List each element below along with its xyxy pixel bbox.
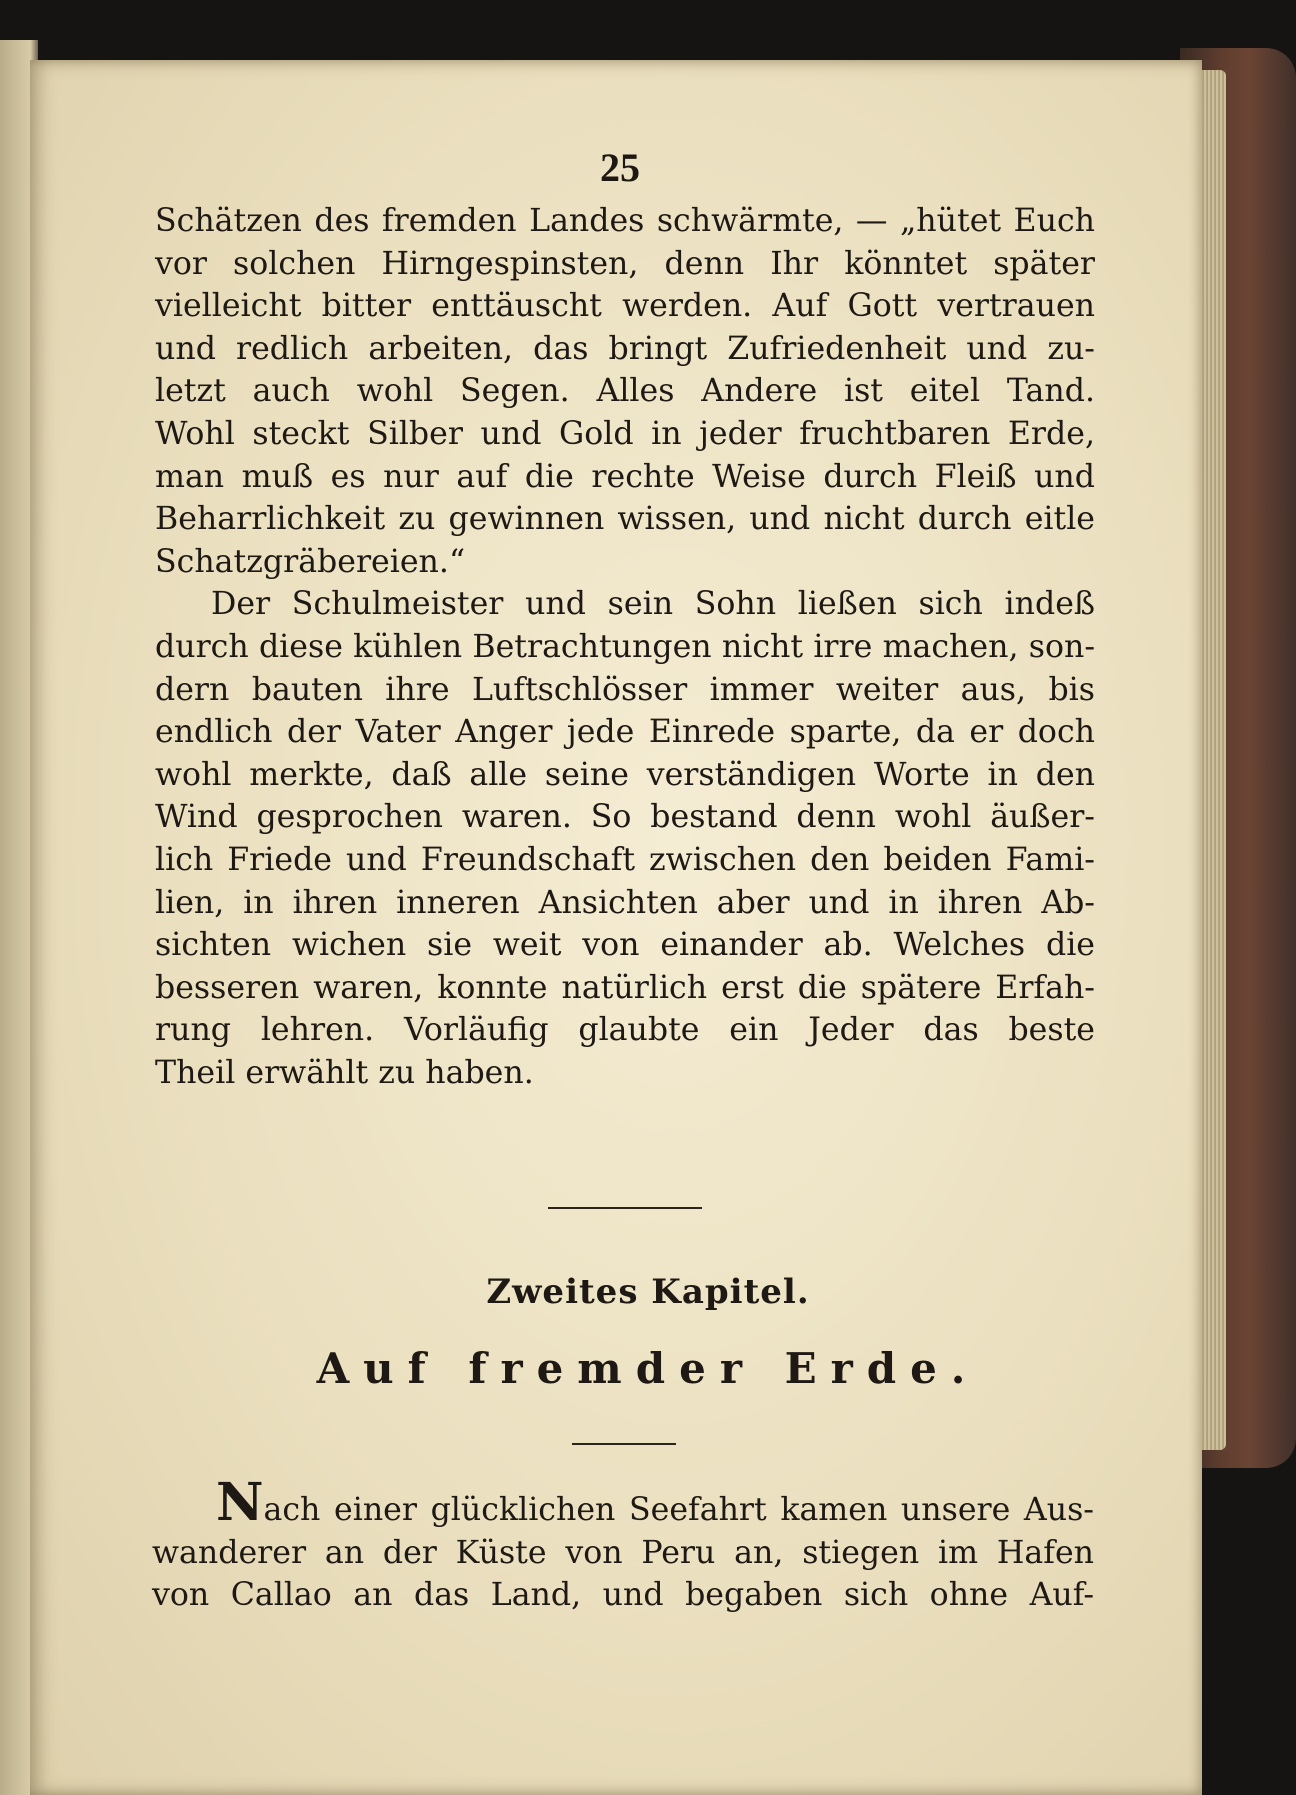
page-number: 25: [600, 145, 640, 190]
text-line: Schätzen des fremden Landes schwärmte, — „hütet Euch: [155, 203, 1095, 239]
text-line: [152, 1472, 1094, 1533]
text-line: durch diese kühlen Betrachtungen nicht irre machen, son-: [155, 628, 1095, 665]
title-divider: [572, 1443, 676, 1445]
section-divider: [548, 1207, 702, 1209]
text-line: Beharrlichkeit zu gewinnen wissen, und nicht durch eitle: [155, 501, 1095, 538]
text-line: man muß es nur auf die rechte Weise durch Fleiß und: [155, 458, 1095, 495]
text-line: lien, in ihren inneren Ansichten aber und in ihren Ab-: [155, 884, 1095, 921]
chapter-title: Auf fremder Erde.: [316, 1344, 980, 1393]
text-line: Theil erwählt zu haben.: [155, 1054, 534, 1091]
text-line: rung lehren. Vorläufig glaubte ein Jeder das beste: [155, 1012, 1095, 1049]
text-line: wanderer an der Küste von Peru an, stiegen im Hafen: [152, 1534, 1094, 1571]
text-line-rest: ach einer glücklichen Seefahrt kamen unsere Aus-: [263, 1492, 1094, 1528]
text-line: letzt auch wohl Segen. Alles Andere ist eitel Tand.: [155, 373, 1095, 410]
text-line: und redlich arbeiten, das bringt Zufriedenheit und zu-: [155, 330, 1095, 367]
text-line: Schatzgräbereien.“: [155, 543, 466, 580]
text-line: vor solchen Hirngespinsten, denn Ihr könntet später: [155, 245, 1095, 282]
body-text: [155, 200, 1095, 1094]
text-line: dern bauten ihre Luftschlösser immer weiter aus, bis: [155, 671, 1095, 708]
text-line: sichten wichen sie weit von einander ab. Welches die: [155, 927, 1095, 964]
text-line: Wohl steckt Silber und Gold in jeder fruchtbaren Erde,: [155, 415, 1095, 452]
text-line: besseren waren, konnte natürlich erst die spätere Erfah-: [155, 969, 1095, 1006]
drop-cap: N: [216, 1472, 264, 1533]
text-line: Wind gesprochen waren. So bestand denn wohl äußer-: [155, 799, 1095, 836]
chapter-text: [152, 1472, 1094, 1617]
text-line: wohl merkte, daß alle seine verständigen Worte in den: [155, 756, 1095, 793]
text-line: vielleicht bitter enttäuscht werden. Auf Gott vertrauen: [155, 288, 1095, 325]
text-line: Der Schulmeister und sein Sohn ließen sich indeß: [211, 586, 1095, 623]
chapter-label: Zweites Kapitel.: [486, 1272, 810, 1312]
text-line: von Callao an das Land, und begaben sich ohne Auf-: [152, 1577, 1094, 1614]
text-line: lich Friede und Freundschaft zwischen den beiden Fami-: [155, 841, 1095, 878]
text-line: endlich der Vater Anger jede Einrede sparte, da er doch: [155, 714, 1095, 751]
